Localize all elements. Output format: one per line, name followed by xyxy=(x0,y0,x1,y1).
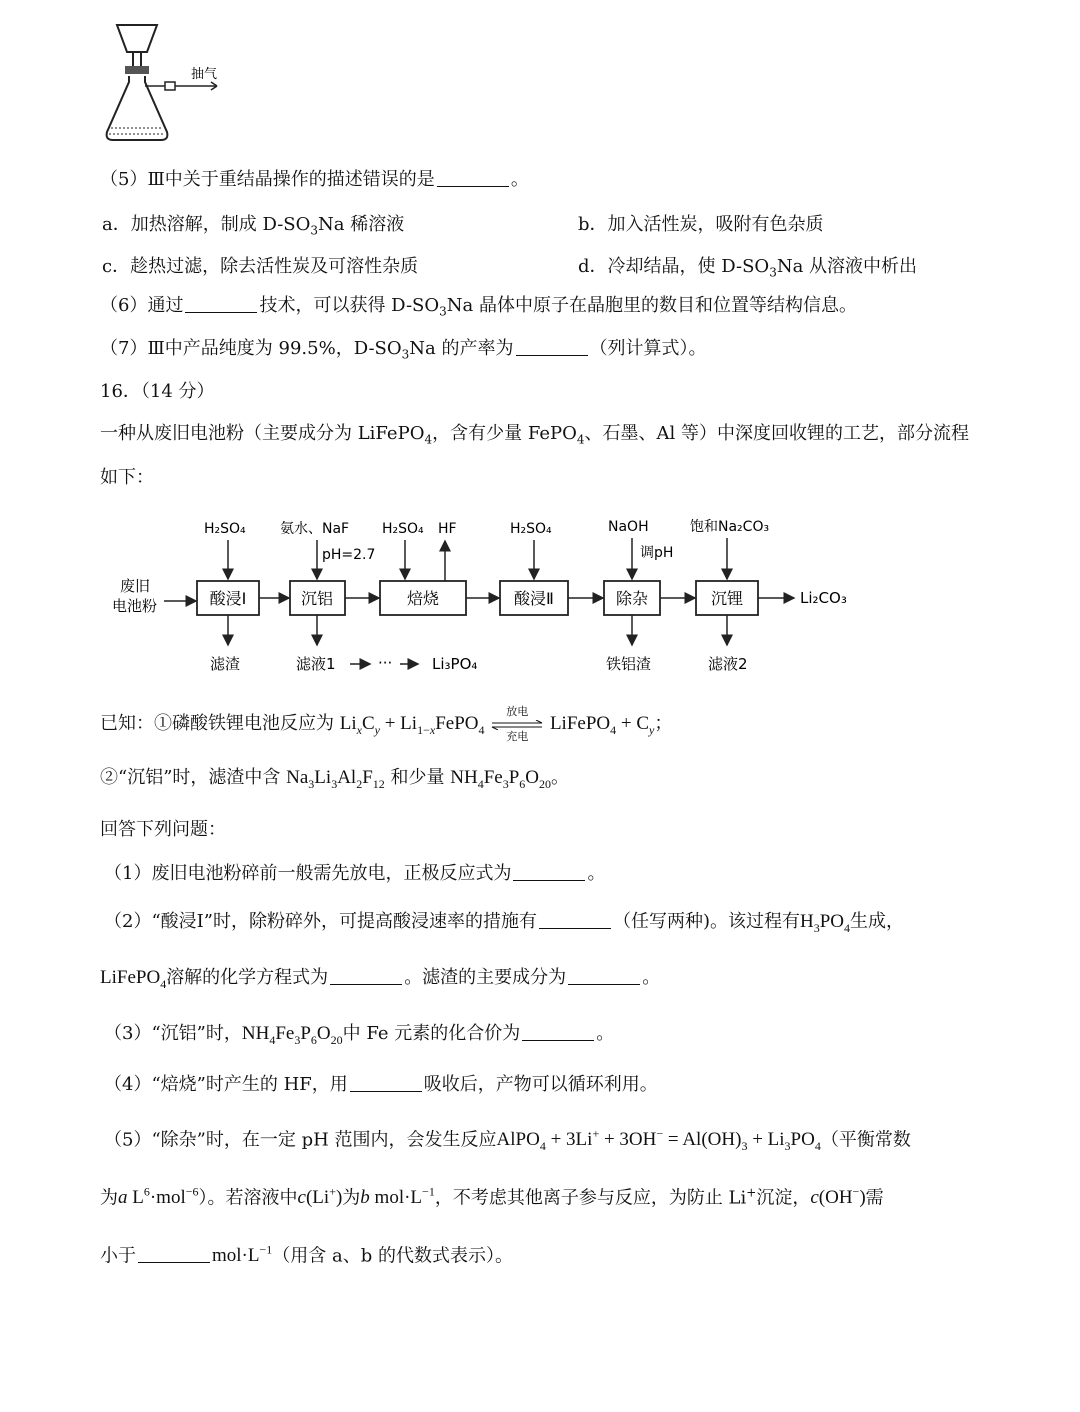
answer-blank[interactable] xyxy=(539,910,611,929)
suction-filtration-apparatus xyxy=(95,20,235,150)
answer-blank[interactable] xyxy=(516,337,588,356)
q16-part-2b: LiFePO$_4$溶解的化学方程式为 。滤渣的主要成分为 。 xyxy=(100,967,661,991)
input-note-ph: pH=2.7 xyxy=(322,547,376,563)
q16-part-2: （2）“酸浸Ⅰ”时，除粉碎外，可提高酸浸速率的措施有 （任写两种)。该过程有$H_3PO_4$生成， xyxy=(104,911,905,935)
q16-part-5: （5）“除杂”时，在一定 pH 范围内，会发生反应AlPO$_4$ + $3Li^+ + 3OH^- = Al(OH)_3 + Li_3PO_4$（平衡常数 xyxy=(104,1127,911,1154)
ellipsis-arrow: ··· xyxy=(378,654,393,672)
option-b: b．加入活性炭，吸附有色杂质 xyxy=(578,214,824,235)
svg-text:酸浸Ⅰ: 酸浸Ⅰ xyxy=(209,589,247,608)
input-h2so4-1: H₂SO₄ xyxy=(204,521,246,537)
box-lithium-precipitation xyxy=(696,581,758,615)
input-note-adjust-ph: 调pH xyxy=(640,545,674,561)
input-ammonia-naf: 氨水、NaF xyxy=(280,521,350,537)
question-16-intro: 一种从废旧电池粉（主要成分为 LiFePO$_4$，含有少量 FePO$_4$、石墨、Al 等）中深度回收锂的工艺，部分流程 xyxy=(100,423,969,447)
box-roasting xyxy=(380,581,466,615)
known-2: ②“沉铝”时，滤渣中含 $Na_3Li_3Al_2F_{12}$ 和少量 $NH_4Fe_3P_6O_{20}$。 xyxy=(100,767,569,791)
option-c: c．趁热过滤，除去活性炭及可溶性杂质 xyxy=(102,256,419,277)
svg-text:焙烧: 焙烧 xyxy=(406,589,440,608)
input-h2so4-3: H₂SO₄ xyxy=(510,521,552,537)
svg-text:除杂: 除杂 xyxy=(615,589,649,608)
svg-text:沉锂: 沉锂 xyxy=(710,589,744,608)
q16-part-5b: 为a $L^6\cdot mol^{-6}$）。若溶液中c(Li+)为b $mol\cdot L^{-1}$，不考虑其他离子参与反应，为防止 Li+沉淀，c(OH−)需 xyxy=(100,1185,884,1209)
input-na2co3: 饱和Na₂CO₃ xyxy=(690,519,770,535)
box-acid-leach-1 xyxy=(197,581,259,615)
question-5-stem: （5）Ⅲ中关于重结晶操作的描述错误的是 。 xyxy=(100,169,529,190)
product-label: Li₂CO₃ xyxy=(800,589,847,607)
question-7: （7）Ⅲ中产品纯度为 99.5%，$D-SO_3Na$ 的产率为 （列计算式）。 xyxy=(100,338,707,362)
q16-part-3: （3）“沉铝”时，$NH_4Fe_3P_6O_{20}$中 Fe 元素的化合价为 。 xyxy=(104,1023,615,1047)
answer-blank[interactable] xyxy=(185,294,257,313)
question-6: （6）通过 技术，可以获得 $D-SO_3Na$ 晶体中原子在晶胞里的数目和位置等结构信息。 xyxy=(100,295,857,319)
input-naoh: NaOH xyxy=(608,519,649,535)
option-a: a．加热溶解，制成 $D-SO_3Na$ 稀溶液 xyxy=(102,214,405,238)
source-label-1: 废旧 xyxy=(120,577,151,595)
option-d: d．冷却结晶，使 $D-SO_3Na$ 从溶液中析出 xyxy=(578,256,918,280)
answer-blank[interactable] xyxy=(522,1022,594,1041)
process-flow-diagram xyxy=(100,505,880,680)
source-label-2: 电池粉 xyxy=(112,597,158,615)
output-filtrate-2: 滤液2 xyxy=(708,655,748,673)
output-residue: 滤渣 xyxy=(210,655,241,673)
answer-blank[interactable] xyxy=(350,1073,422,1092)
box-acid-leach-2 xyxy=(500,581,568,615)
svg-text:沉铝: 沉铝 xyxy=(300,589,334,608)
q16-part-1: （1）废旧电池粉碎前一般需先放电，正极反应式为 。 xyxy=(104,863,606,884)
known-1: 已知：①磷酸铁锂电池反应为 $Li_xC_y$ + $Li_{1-x}FePO_4$ 放电 充电 LiFePO$_4$ + $C_y$； xyxy=(100,705,673,743)
output-filtrate-1: 滤液1 xyxy=(296,655,336,673)
q16-part-5c: 小于 $mol\cdot L^{-1}$（用含 a、b 的代数式表示）。 xyxy=(100,1243,513,1267)
box-impurity-removal xyxy=(604,581,660,615)
answer-blank[interactable] xyxy=(138,1244,210,1263)
output-li3po4: Li₃PO₄ xyxy=(432,655,478,673)
answer-intro: 回答下列问题： xyxy=(100,819,226,840)
answer-blank[interactable] xyxy=(568,966,640,985)
q16-part-4: （4）“焙烧”时产生的 HF，用 吸收后，产物可以循环利用。 xyxy=(104,1074,658,1095)
reversible-arrow: 放电 充电 xyxy=(490,712,544,736)
input-h2so4-2: H₂SO₄ xyxy=(382,521,424,537)
question-16-intro-2: 如下： xyxy=(100,467,154,488)
suction-label: 抽气 xyxy=(191,67,218,82)
output-iron-aluminum-residue: 铁铝渣 xyxy=(606,655,652,673)
answer-blank[interactable] xyxy=(437,168,509,187)
output-hf: HF xyxy=(438,521,457,537)
svg-text:酸浸Ⅱ: 酸浸Ⅱ xyxy=(514,589,554,608)
question-16-header: 16．（14 分） xyxy=(100,381,215,402)
answer-blank[interactable] xyxy=(513,862,585,881)
answer-blank[interactable] xyxy=(330,966,402,985)
box-aluminum-precipitation xyxy=(290,581,345,615)
